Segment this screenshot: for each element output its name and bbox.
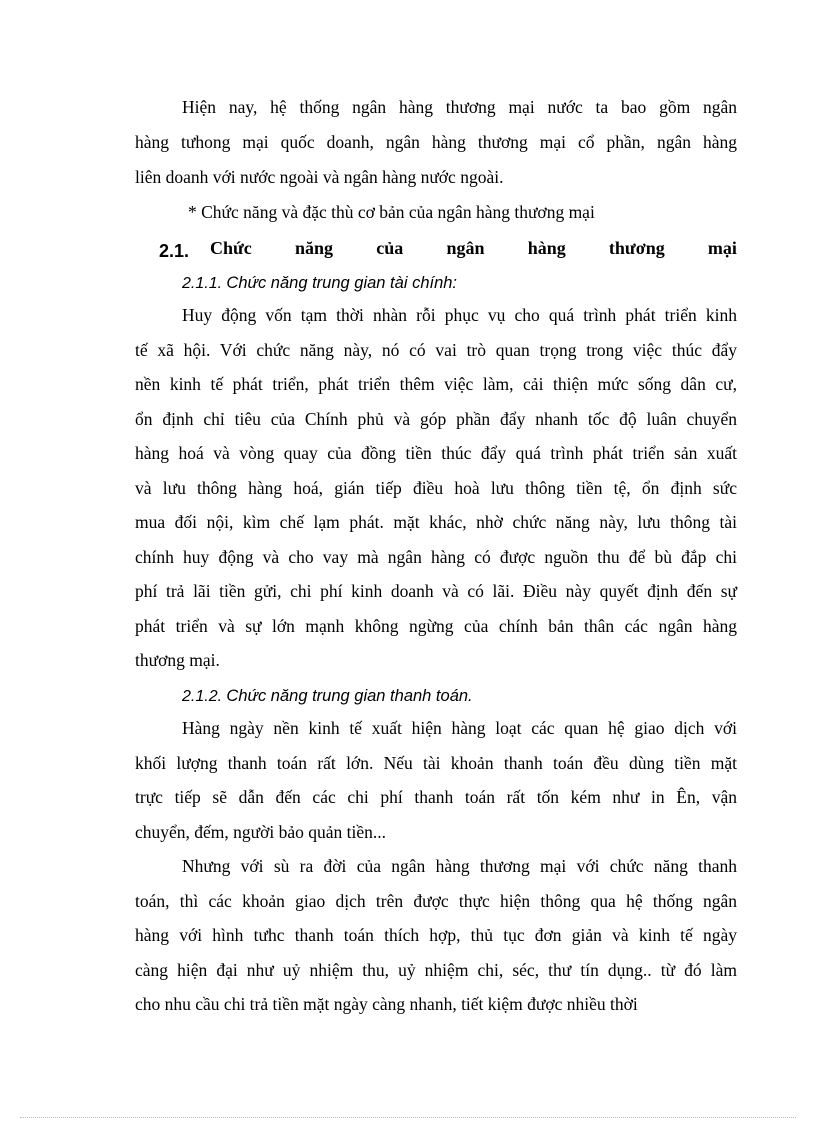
- heading-word: ngân: [446, 238, 485, 258]
- paragraph-4-line-4: càng hiện đại như uỷ nhiệm thu, uỷ nhiệm chi, séc, thư tín dụng.. từ đó làm: [135, 960, 737, 980]
- paragraph-2-line-3: nền kinh tế phát triển, phát triển thêm việc làm, cải thiện mức sống dân cư,: [135, 374, 737, 394]
- subheading-2-1-1-number: 2.1.1.: [182, 275, 223, 292]
- paragraph-4-line-2: toán, thì các khoản giao dịch trên được thực hiện thông qua hệ thống ngân: [135, 891, 737, 911]
- subheading-2-1-2-number: 2.1.2.: [182, 688, 223, 705]
- heading-word: thương: [608, 238, 665, 258]
- subheading-2-1-1-title: Chức năng trung gian tài chính:: [226, 274, 458, 292]
- paragraph-2-line-4: ổn định chỉ tiêu của Chính phủ và góp phần đẩy nhanh tốc độ luân chuyển: [135, 409, 737, 429]
- subheading-2-1-1: [182, 271, 457, 295]
- paragraph-3-line-2: khối lượng thanh toán rất lớn. Nếu tài khoản thanh toán đều dùng tiền mặt: [135, 753, 737, 773]
- page-bottom-border: [20, 1117, 796, 1118]
- paragraph-3-line-4: chuyển, đếm, người bảo quản tiền...: [135, 822, 387, 842]
- paragraph-2-line-10: phát triển và sự lớn mạnh không ngừng của chính bản thân các ngân hàng: [135, 616, 737, 636]
- note-line: * Chức năng và đặc thù cơ bản của ngân hàng thương mại: [188, 202, 595, 222]
- subheading-2-1-2: [182, 684, 473, 708]
- paragraph-2-line-9: phí trả lãi tiền gửi, chi phí kinh doanh và có lãi. Điều này quyết định đến sự: [135, 581, 737, 601]
- paragraph-4-line-5: cho nhu cầu chi trả tiền mặt ngày càng nhanh, tiết kiệm được nhiều thời: [135, 994, 638, 1014]
- heading-2-1-number: 2.1.: [159, 241, 190, 261]
- paragraph-2-line-5: hàng hoá và vòng quay của đồng tiền thúc đẩy quá trình phát triển sản xuất: [135, 443, 737, 463]
- paragraph-4-line-3: hàng với hình tưhc thanh toán thích hợp, thủ tục đơn giản và kinh tế ngày: [135, 925, 737, 945]
- heading-2-1-title: [210, 237, 737, 259]
- heading-word: mại: [707, 238, 737, 258]
- paragraph-2-line-6: và lưu thông hàng hoá, gián tiếp điều hoà lưu thông tiền tệ, ổn định sức: [135, 478, 737, 498]
- paragraph-2-line-2: tế xã hội. Với chức năng này, nó có vai trò quan trọng trong việc thúc đẩy: [135, 340, 737, 360]
- paragraph-2-line-8: chính huy động và cho vay mà ngân hàng có được nguồn thu để bù đắp chi: [135, 547, 737, 567]
- heading-word: của: [376, 238, 404, 258]
- paragraph-3-line-3: trực tiếp sẽ dẫn đến các chi phí thanh toán rất tốn kém như in Ên, vận: [135, 787, 737, 807]
- paragraph-2-line-1: Huy động vốn tạm thời nhàn rỗi phục vụ cho quá trình phát triển kinh: [182, 305, 737, 325]
- heading-word: hàng: [527, 238, 566, 258]
- paragraph-3-line-1: Hàng ngày nền kinh tế xuất hiện hàng loạt các quan hệ giao dịch với: [182, 718, 737, 738]
- paragraph-4-line-1: Nhưng với sù ra đời của ngân hàng thương mại với chức năng thanh: [182, 856, 737, 876]
- paragraph-1-line-1: Hiện nay, hệ thống ngân hàng thương mại nước ta bao gồm ngân: [182, 97, 737, 117]
- heading-word: Chức: [210, 238, 252, 258]
- heading-word: năng: [295, 238, 334, 258]
- paragraph-2-line-7: mua đối nội, kìm chế lạm phát. mặt khác, nhờ chức năng này, lưu thông tài: [135, 512, 737, 532]
- paragraph-2-line-11: thương mại.: [135, 650, 220, 670]
- subheading-2-1-2-title: Chức năng trung gian thanh toán.: [226, 687, 473, 705]
- paragraph-1-line-2: hàng tưhong mại quốc doanh, ngân hàng thương mại cổ phần, ngân hàng: [135, 132, 737, 152]
- paragraph-1-line-3: liên doanh với nước ngoài và ngân hàng nước ngoài.: [135, 167, 504, 187]
